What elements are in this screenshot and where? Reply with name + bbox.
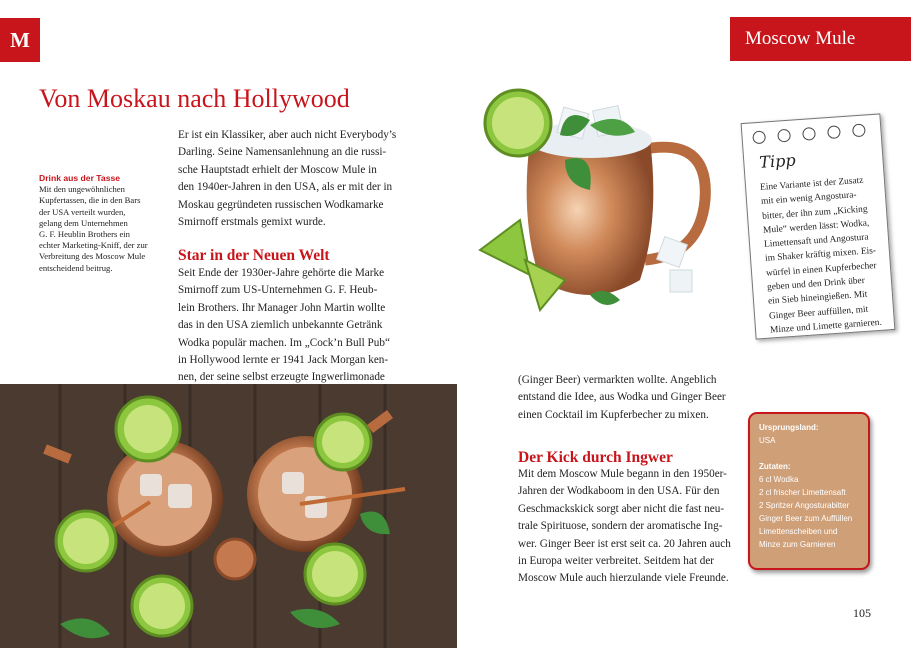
text-line: wer. Ginger Beer ist erst seit ca. 20 Jahren auch xyxy=(518,537,731,550)
copper-mug-photo xyxy=(470,80,730,340)
text-line: Smirnoff erstmals gemixt wurde. xyxy=(178,216,326,229)
text-line: Darling. Seine Namensanlehnung an die russi- xyxy=(178,146,387,159)
page-number: 105 xyxy=(853,606,871,620)
text-line: Moscow Mule auch hierzulande viele Freunde. xyxy=(518,572,729,585)
text-line: Mit dem Moscow Mule begann in den 1950er- xyxy=(518,468,727,480)
section-heading-star: Star in der Neuen Welt xyxy=(178,247,330,264)
text-line: trale Spirituose, sondern der aromatische Ing- xyxy=(518,520,723,533)
text-line: (Ginger Beer) vermarkten wollte. Angeblich xyxy=(518,374,717,386)
section-paragraph-kick xyxy=(518,466,733,588)
sidebar-line: echter Marketing-Kniff, der zur xyxy=(39,240,148,251)
ingredient-item: Limettenscheiben und xyxy=(759,527,838,536)
chapter-letter: M xyxy=(10,27,30,52)
text-line: Minze und Limette garnieren. xyxy=(769,317,883,336)
text-line: Jahren der Wodkaboom in den USA. Für den xyxy=(518,485,720,498)
text-line: Er ist ein Klassiker, aber auch nicht Everybody’s xyxy=(178,129,397,141)
origin-value: USA xyxy=(759,436,776,445)
sidebar-note xyxy=(39,173,164,274)
tip-note xyxy=(741,113,896,339)
text-line: einen Cocktail im Kupferbecher zu mixen. xyxy=(518,408,709,421)
text-line: entstand die Idee, aus Wodka und Ginger Beer xyxy=(518,391,726,404)
ingredient-item: 2 cl frischer Limettensaft xyxy=(759,488,846,497)
ring-icon xyxy=(777,129,791,143)
text-line: Ginger Beer auffüllen, mit xyxy=(768,304,869,322)
ring-icon xyxy=(802,127,816,141)
ingredients-box xyxy=(748,412,870,570)
text-line: sche Hauptstadt erhielt der Moscow Mule in xyxy=(178,163,377,176)
text-line: Limettensaft und Angostura xyxy=(763,232,869,250)
ring-icon xyxy=(752,130,766,144)
text-line: lein Brothers. Ihr Manager John Martin wollte xyxy=(178,301,386,314)
continuation-paragraph xyxy=(518,372,733,424)
sidebar-line: Mit den ungewöhnlichen xyxy=(39,184,125,195)
tip-text xyxy=(760,173,885,338)
origin-label: Ursprungsland: xyxy=(759,423,819,432)
ingredient-item: 6 cl Wodka xyxy=(759,475,799,484)
text-line: Mule“ werden lässt: Wodka, xyxy=(762,218,870,236)
ingredients-label: Zutaten: xyxy=(759,462,791,471)
section-heading-kick: Der Kick durch Ingwer xyxy=(518,449,673,466)
text-line: Wodka populär machen. Im „Cock’n Bull Pub“ xyxy=(178,336,390,349)
ingredient-item: Minze zum Garnieren xyxy=(759,540,836,549)
text-line: Seit Ende der 1930er-Jahre gehörte die Marke xyxy=(178,267,385,279)
ring-icon xyxy=(852,123,866,137)
intro-paragraph xyxy=(178,127,397,231)
sidebar-line: Kupfertassen, die in den Bars xyxy=(39,195,141,206)
text-line: mit ein wenig Angostura- xyxy=(760,190,857,208)
text-line: den 1940er-Jahren in den USA, als er mit der in xyxy=(178,181,393,194)
recipe-title: Moscow Mule xyxy=(745,28,856,49)
chapter-letter-tab xyxy=(0,18,40,62)
ingredient-item: Ginger Beer zum Auffüllen xyxy=(759,514,853,523)
text-line: geben und den Drink über xyxy=(766,275,866,293)
text-line: Eine Variante ist der Zusatz xyxy=(759,175,864,193)
recipe-title-tab xyxy=(730,17,911,61)
text-line: ein Sieb hineingießen. Mit xyxy=(767,290,868,308)
sidebar-line: der USA verteilt wurden, xyxy=(39,206,126,217)
text-line: in Hollywood lernte er 1941 Jack Morgan ken- xyxy=(178,354,389,367)
two-mugs-photo xyxy=(0,384,457,648)
page-title: Von Moskau nach Hollywood xyxy=(39,84,350,113)
text-line: Smirnoff zum US-Unternehmen G. F. Heub- xyxy=(178,284,378,297)
sidebar-line: entscheidend beitrug. xyxy=(39,262,113,273)
text-line: in Europa weiter verbreitet. Seitdem hat der xyxy=(518,555,715,568)
section-paragraph-star xyxy=(178,265,397,387)
tip-title: Tipp xyxy=(758,150,797,172)
text-line: Moskau gegründeten russischen Wodkamarke xyxy=(178,198,384,211)
text-line: würfel in einen Kupferbecher xyxy=(765,260,877,279)
sidebar-heading: Drink aus der Tasse xyxy=(39,173,121,183)
sidebar-line: G. F. Heublin Brothers ein xyxy=(39,229,130,240)
text-line: nen, der seine selbst erzeugte Ingwerlimonade xyxy=(178,371,385,384)
text-line: bitter, der ihn zum „Kicking xyxy=(761,204,868,222)
ingredient-item: 2 Spritzer Angosturabitter xyxy=(759,501,850,510)
sidebar-line: Verbreitung des Moscow Mule xyxy=(39,251,146,262)
text-line: Geschmackskick sorgt aber nicht die fast neu- xyxy=(518,502,725,515)
sidebar-line: gelang dem Unternehmen xyxy=(39,217,128,228)
ring-icon xyxy=(827,125,841,139)
text-line: im Shaker kräftig mixen. Eis- xyxy=(764,246,877,265)
text-line: das in den USA ziemlich unbekannte Getränk xyxy=(178,319,383,332)
